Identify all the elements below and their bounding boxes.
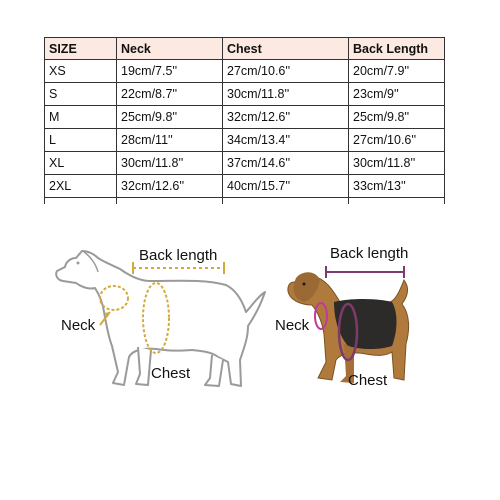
chest-label-left: Chest xyxy=(151,365,191,382)
table-cell: 40cm/15.7'' xyxy=(223,175,349,198)
table-row xyxy=(45,175,445,198)
outline-dog-diagram xyxy=(56,247,265,386)
table-row xyxy=(45,106,445,129)
header-chest: Chest xyxy=(223,38,349,60)
table-cell: L xyxy=(45,129,117,152)
neck-label-left: Neck xyxy=(61,317,96,334)
size-chart-table xyxy=(44,37,445,204)
table-cell: 32cm/12.6'' xyxy=(117,175,223,198)
table-cell: M xyxy=(45,106,117,129)
table-cell: S xyxy=(45,83,117,106)
table-cell: 27cm/10.6'' xyxy=(223,60,349,83)
table-cell: 23cm/9'' xyxy=(349,83,445,106)
table-row xyxy=(45,129,445,152)
table-cell: 20cm/7.9'' xyxy=(349,60,445,83)
table-cell: 30cm/11.8'' xyxy=(349,152,445,175)
table-cell: 30cm/11.8'' xyxy=(117,152,223,175)
dog-photo-eye xyxy=(303,283,306,286)
table-row xyxy=(45,152,445,175)
outline-dog-eye xyxy=(77,262,80,265)
outline-dog-front-leg xyxy=(136,347,151,385)
table-header-row xyxy=(45,38,445,60)
table-cell: 37cm/14.6'' xyxy=(223,152,349,175)
neck-label-right: Neck xyxy=(275,317,310,334)
table-row xyxy=(45,60,445,83)
back-length-label-right: Back length xyxy=(330,245,409,262)
outline-dog-hind-leg xyxy=(205,355,223,386)
dog-photo-diagram xyxy=(275,245,409,389)
table-cell: XL xyxy=(45,152,117,175)
table-cell: 25cm/9.8'' xyxy=(349,106,445,129)
table-cell: 32cm/12.6'' xyxy=(223,106,349,129)
table-cell: 19cm/7.5'' xyxy=(117,60,223,83)
table-cell: 33cm/13'' xyxy=(349,175,445,198)
header-neck: Neck xyxy=(117,38,223,60)
table-cell: 34cm/13.4'' xyxy=(223,129,349,152)
table-cell: 28cm/11'' xyxy=(117,129,223,152)
header-size: SIZE xyxy=(45,38,117,60)
table-cell: 25cm/9.8'' xyxy=(117,106,223,129)
table-cell: XS xyxy=(45,60,117,83)
table-cell: 27cm/10.6'' xyxy=(349,129,445,152)
measurement-diagrams xyxy=(0,230,500,500)
table-cell: 2XL xyxy=(45,175,117,198)
table-cell: 30cm/11.8'' xyxy=(223,83,349,106)
table-row xyxy=(45,83,445,106)
table-cell: 22cm/8.7'' xyxy=(117,83,223,106)
back-length-label-left: Back length xyxy=(139,247,218,264)
chest-label-right: Chest xyxy=(348,372,388,389)
header-back-length: Back Length xyxy=(349,38,445,60)
table-row-partial xyxy=(45,198,445,205)
